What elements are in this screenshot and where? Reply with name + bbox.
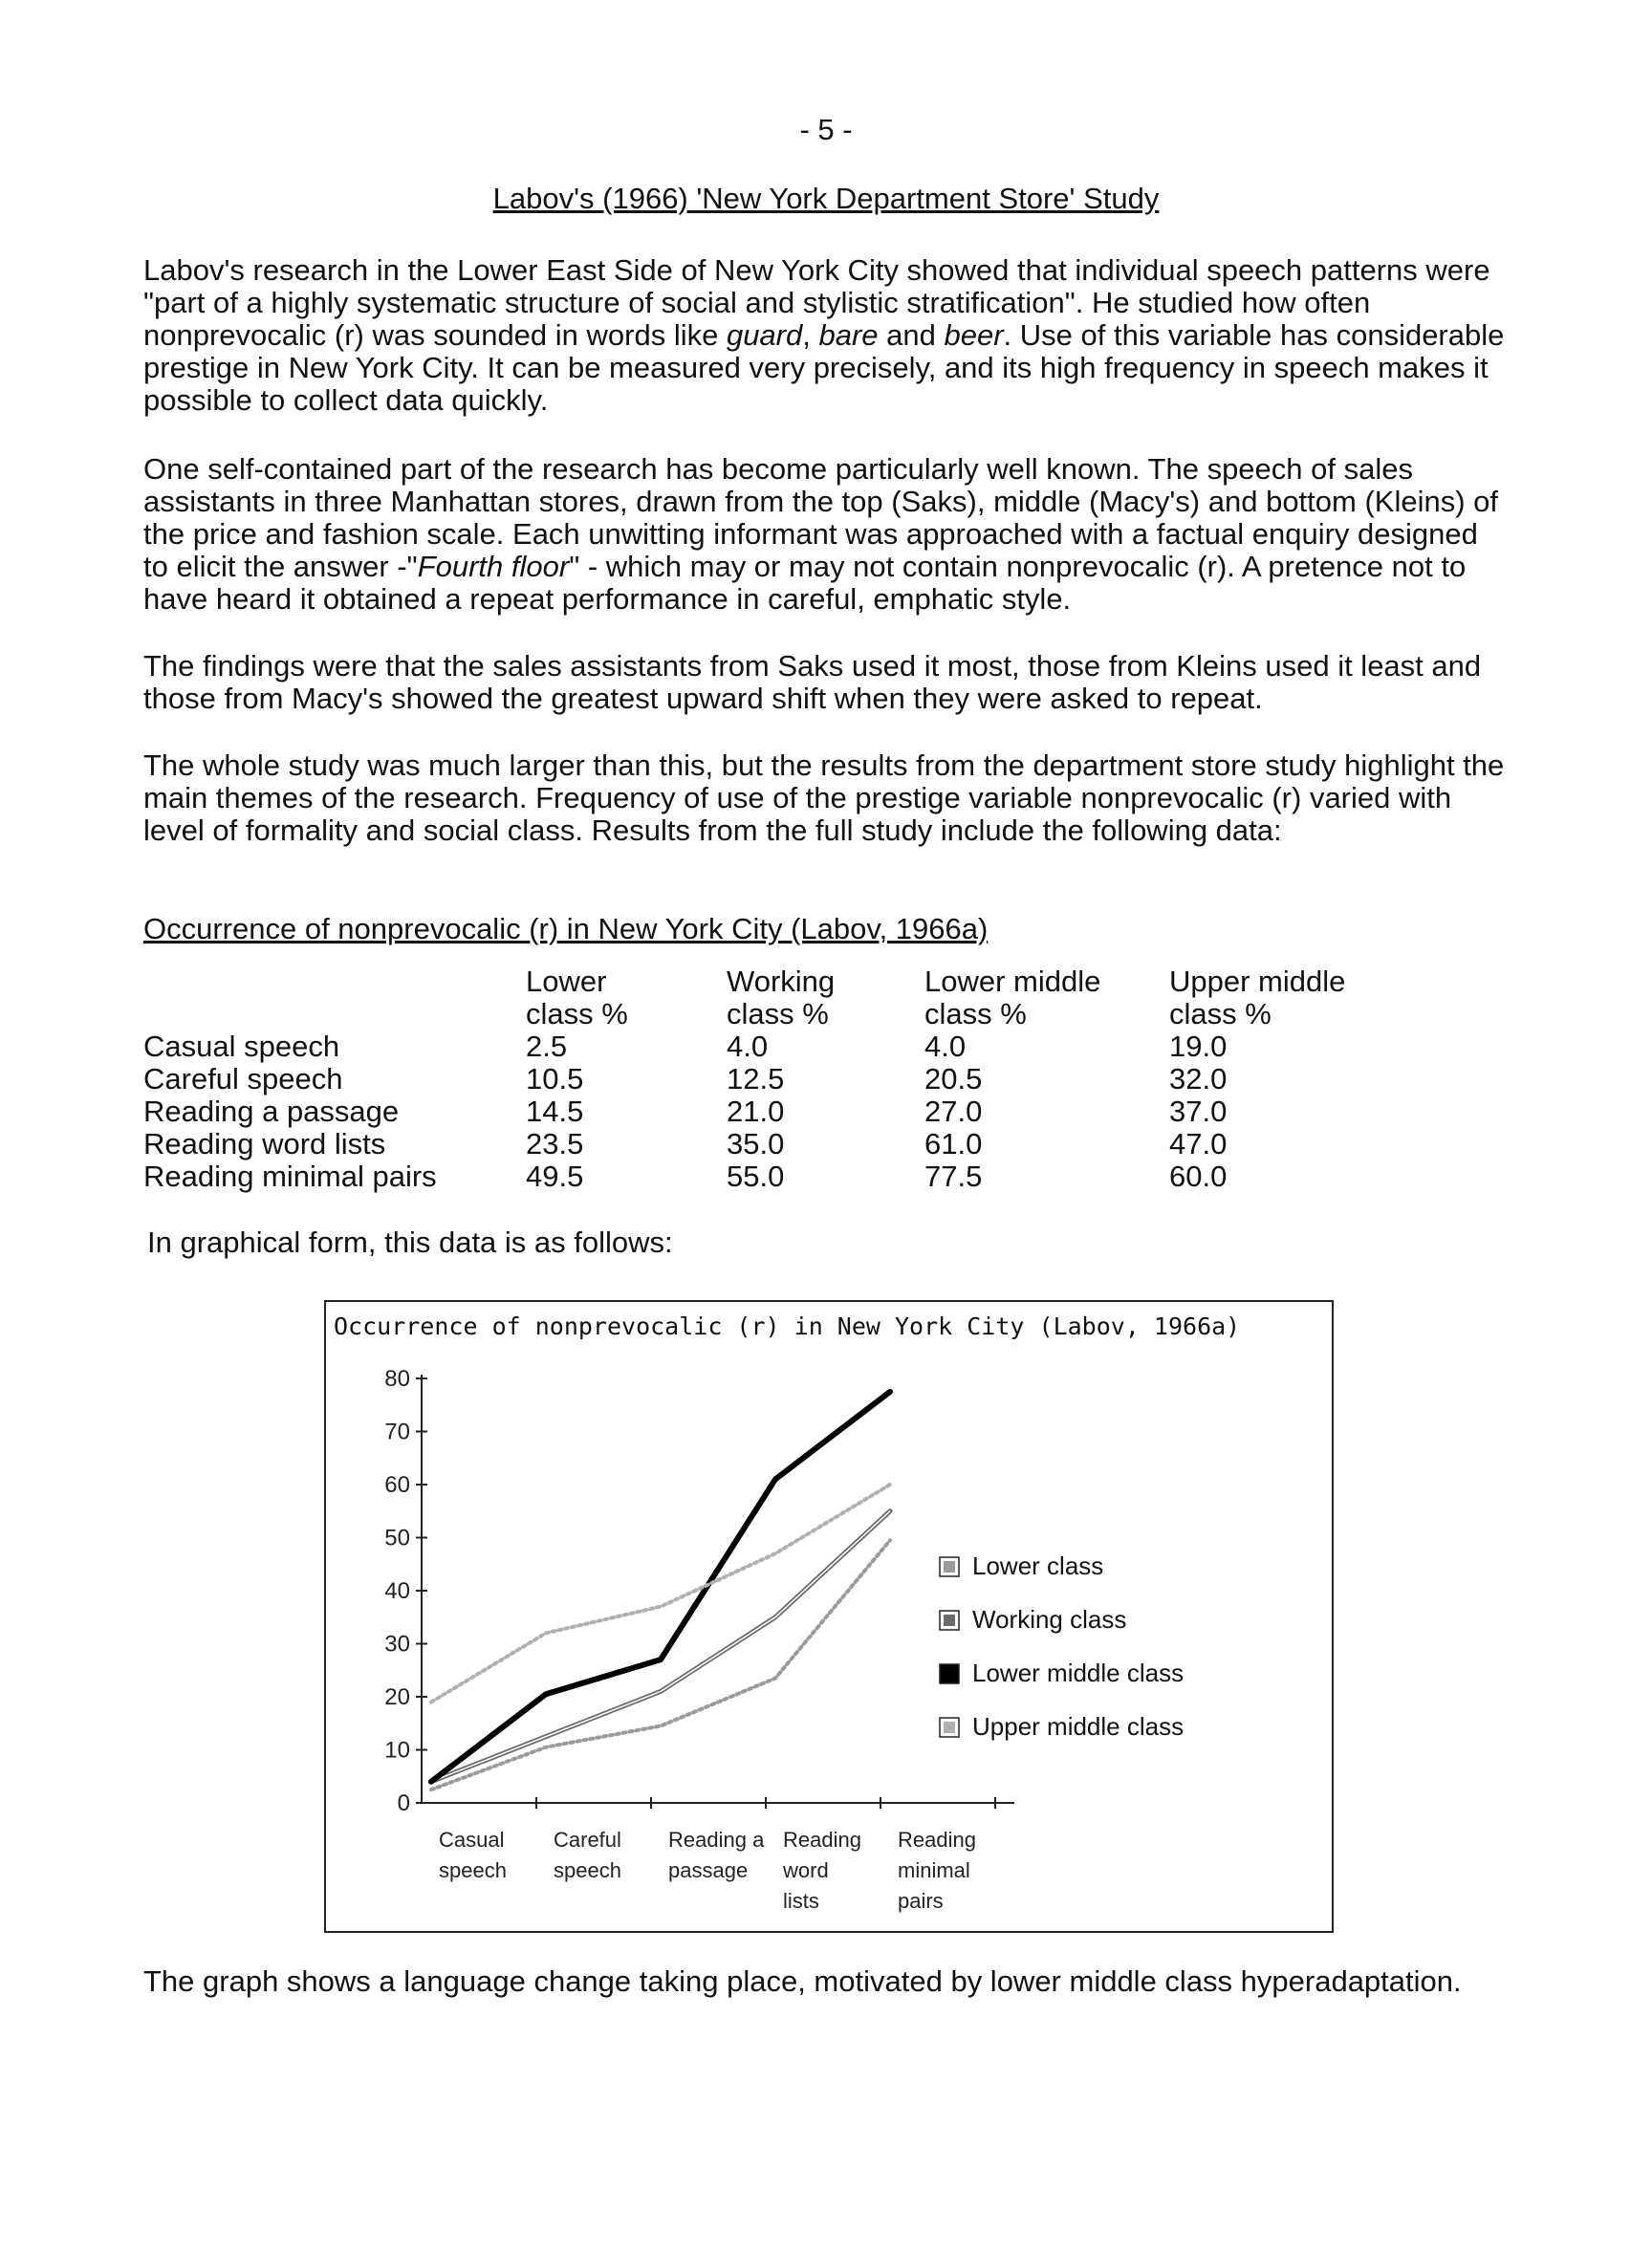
table-cell: 47.0	[1169, 1127, 1228, 1161]
table-cell: 60.0	[1169, 1160, 1228, 1193]
table-cell: 77.5	[924, 1160, 983, 1193]
series-lines	[431, 1392, 890, 1790]
x-tick-label: speech	[554, 1858, 621, 1882]
table-cell: 55.0	[727, 1160, 785, 1193]
y-tick-label: 70	[384, 1419, 410, 1445]
legend-label: Working class	[972, 1605, 1127, 1634]
p1-word-bare: bare	[818, 318, 879, 352]
p1-text-a: Labov's research in the Lower East Side of New York City showed that individual speech patterns were "part of a highly systematic structure of social and stylistic stratification". He studied how often nonprevocalic (r) was sounded in words like	[143, 253, 1490, 352]
x-tick-label: speech	[439, 1858, 507, 1882]
table-cell: 61.0	[924, 1127, 983, 1161]
paragraph-intro	[143, 254, 1511, 417]
x-tick-label: word	[783, 1858, 829, 1882]
p2-text-c: " - which may or may not contain nonprevocalic (r). A pretence not to have heard it obtained a repeat performance in careful, emphatic style.	[143, 550, 1467, 616]
p2-text-a: One self-contained part of the research has become particularly well known. The speech of sales assistants in three Manhattan stores, drawn from the top (Saks), middle (Macy's) and bottom (Kleins) of the price and fashion scale. Each unwitting informant was approached with a factual enquiry designed to elicit the answer -"	[143, 452, 1499, 583]
table-cell: 49.5	[526, 1160, 584, 1193]
table-cell: 12.5	[727, 1062, 785, 1095]
y-tick-label: 50	[384, 1525, 410, 1551]
table-cell: 10.5	[526, 1062, 584, 1095]
table-cell: 4.0	[924, 1030, 967, 1063]
table-cell: 14.5	[526, 1095, 584, 1128]
document-title: Labov's (1966) 'New York Department Store' Study	[492, 182, 1160, 215]
legend	[940, 1551, 1184, 1741]
x-tick-label: Reading a	[668, 1828, 765, 1852]
table-cell: 4.0	[727, 1030, 769, 1063]
x-tick-label: pairs	[898, 1889, 944, 1913]
table-title: Occurrence of nonprevocalic (r) in New York City (Labov, 1966a)	[143, 912, 989, 945]
row-label: Casual speech	[143, 1030, 340, 1063]
legend-swatch-fill	[944, 1561, 955, 1573]
graph-intro: In graphical form, this data is as follows:	[147, 1226, 673, 1259]
table-cell: 19.0	[1169, 1030, 1228, 1063]
row-label: Reading a passage	[143, 1095, 400, 1128]
x-tick-label: minimal	[898, 1858, 970, 1882]
p1-word-guard: guard	[726, 318, 803, 352]
page-number: - 5 -	[799, 113, 853, 146]
chart-canvas	[326, 1302, 1332, 1931]
table-header-empty	[143, 965, 526, 1030]
table-row	[143, 1128, 1360, 1161]
y-tick-label: 80	[384, 1366, 410, 1392]
p1-text-g: . Use of this variable has considerable prestige in New York City. It can be measured very precisely, and its high frequency in speech makes it possible to collect data quickly.	[143, 318, 1505, 417]
header-line: Working	[727, 965, 836, 998]
table-cell: 35.0	[727, 1127, 785, 1161]
table-cell: 23.5	[526, 1127, 584, 1161]
x-axis	[422, 1797, 1014, 1913]
series-line-2	[431, 1392, 890, 1782]
header-line: class %	[526, 997, 628, 1030]
p1-text-e: and	[878, 318, 945, 352]
table-cell: 32.0	[1169, 1062, 1228, 1095]
header-line: Lower	[526, 965, 607, 998]
series-line-1	[431, 1511, 890, 1782]
p1-text-c: ,	[802, 318, 819, 352]
table-header-lower	[526, 965, 727, 1030]
table-cell: 20.5	[924, 1062, 983, 1095]
legend-label: Lower class	[972, 1551, 1104, 1580]
table-row	[143, 1161, 1360, 1193]
row-label: Reading minimal pairs	[143, 1160, 437, 1193]
y-tick-label: 60	[384, 1472, 410, 1498]
header-line: class %	[1169, 997, 1272, 1030]
x-tick-label: Careful	[554, 1828, 621, 1852]
table-cell: 2.5	[526, 1030, 568, 1063]
legend-swatch-fill	[944, 1722, 955, 1733]
y-tick-label: 0	[397, 1790, 410, 1816]
p2-fourth-floor: Fourth floor	[417, 550, 570, 583]
series-line-3	[431, 1485, 890, 1703]
line-chart	[324, 1300, 1334, 1933]
series-line-inner-1	[431, 1511, 890, 1782]
table-header-row	[143, 965, 1360, 1030]
row-label: Careful speech	[143, 1062, 343, 1095]
x-tick-label: lists	[783, 1889, 819, 1913]
legend-label: Upper middle class	[972, 1712, 1185, 1741]
table-cell: 37.0	[1169, 1095, 1228, 1128]
x-tick-label: Reading	[898, 1828, 976, 1852]
x-tick-label: Casual	[439, 1828, 505, 1852]
table-cell: 27.0	[924, 1095, 983, 1128]
header-line: class %	[924, 997, 1027, 1030]
legend-label: Lower middle class	[972, 1659, 1185, 1687]
y-tick-label: 30	[384, 1631, 410, 1658]
x-tick-label: Reading	[783, 1828, 861, 1852]
row-label: Reading word lists	[143, 1127, 386, 1161]
table-cell: 21.0	[727, 1095, 785, 1128]
table-header-working	[727, 965, 924, 1030]
legend-swatch	[940, 1664, 959, 1683]
table-row	[143, 1063, 1360, 1095]
y-axis	[384, 1366, 427, 1816]
y-tick-label: 20	[384, 1684, 410, 1710]
header-line: class %	[727, 997, 829, 1030]
y-tick-label: 10	[384, 1737, 410, 1764]
table-header-upper-middle	[1169, 965, 1360, 1030]
chart-title: Occurrence of nonprevocalic (r) in New York City (Labov, 1966a)	[334, 1312, 1241, 1340]
paragraph-method	[143, 453, 1511, 616]
y-tick-label: 40	[384, 1578, 410, 1604]
table-row	[143, 1095, 1360, 1128]
paragraph-full-study: The whole study was much larger than this, but the results from the department store study highlight the main themes of the research. Frequency of use of the prestige variable nonprevocalic (r) varied with level of formality and social class. Results from the full study include the following data:	[143, 748, 1505, 847]
closing-paragraph: The graph shows a language change taking place, motivated by lower middle class hyperadaptation.	[143, 1964, 1462, 1998]
header-line: Lower middle	[924, 965, 1101, 998]
header-line: Upper middle	[1169, 965, 1346, 998]
paragraph-findings: The findings were that the sales assistants from Saks used it most, those from Kleins used it least and those from Macy's showed the greatest upward shift when they were asked to repeat.	[143, 649, 1482, 715]
data-table	[143, 965, 1360, 1193]
table-row	[143, 1030, 1360, 1063]
table-header-lower-middle	[924, 965, 1169, 1030]
x-tick-label: passage	[668, 1858, 749, 1882]
p1-word-beer: beer	[944, 318, 1004, 352]
legend-swatch-fill	[944, 1615, 955, 1626]
